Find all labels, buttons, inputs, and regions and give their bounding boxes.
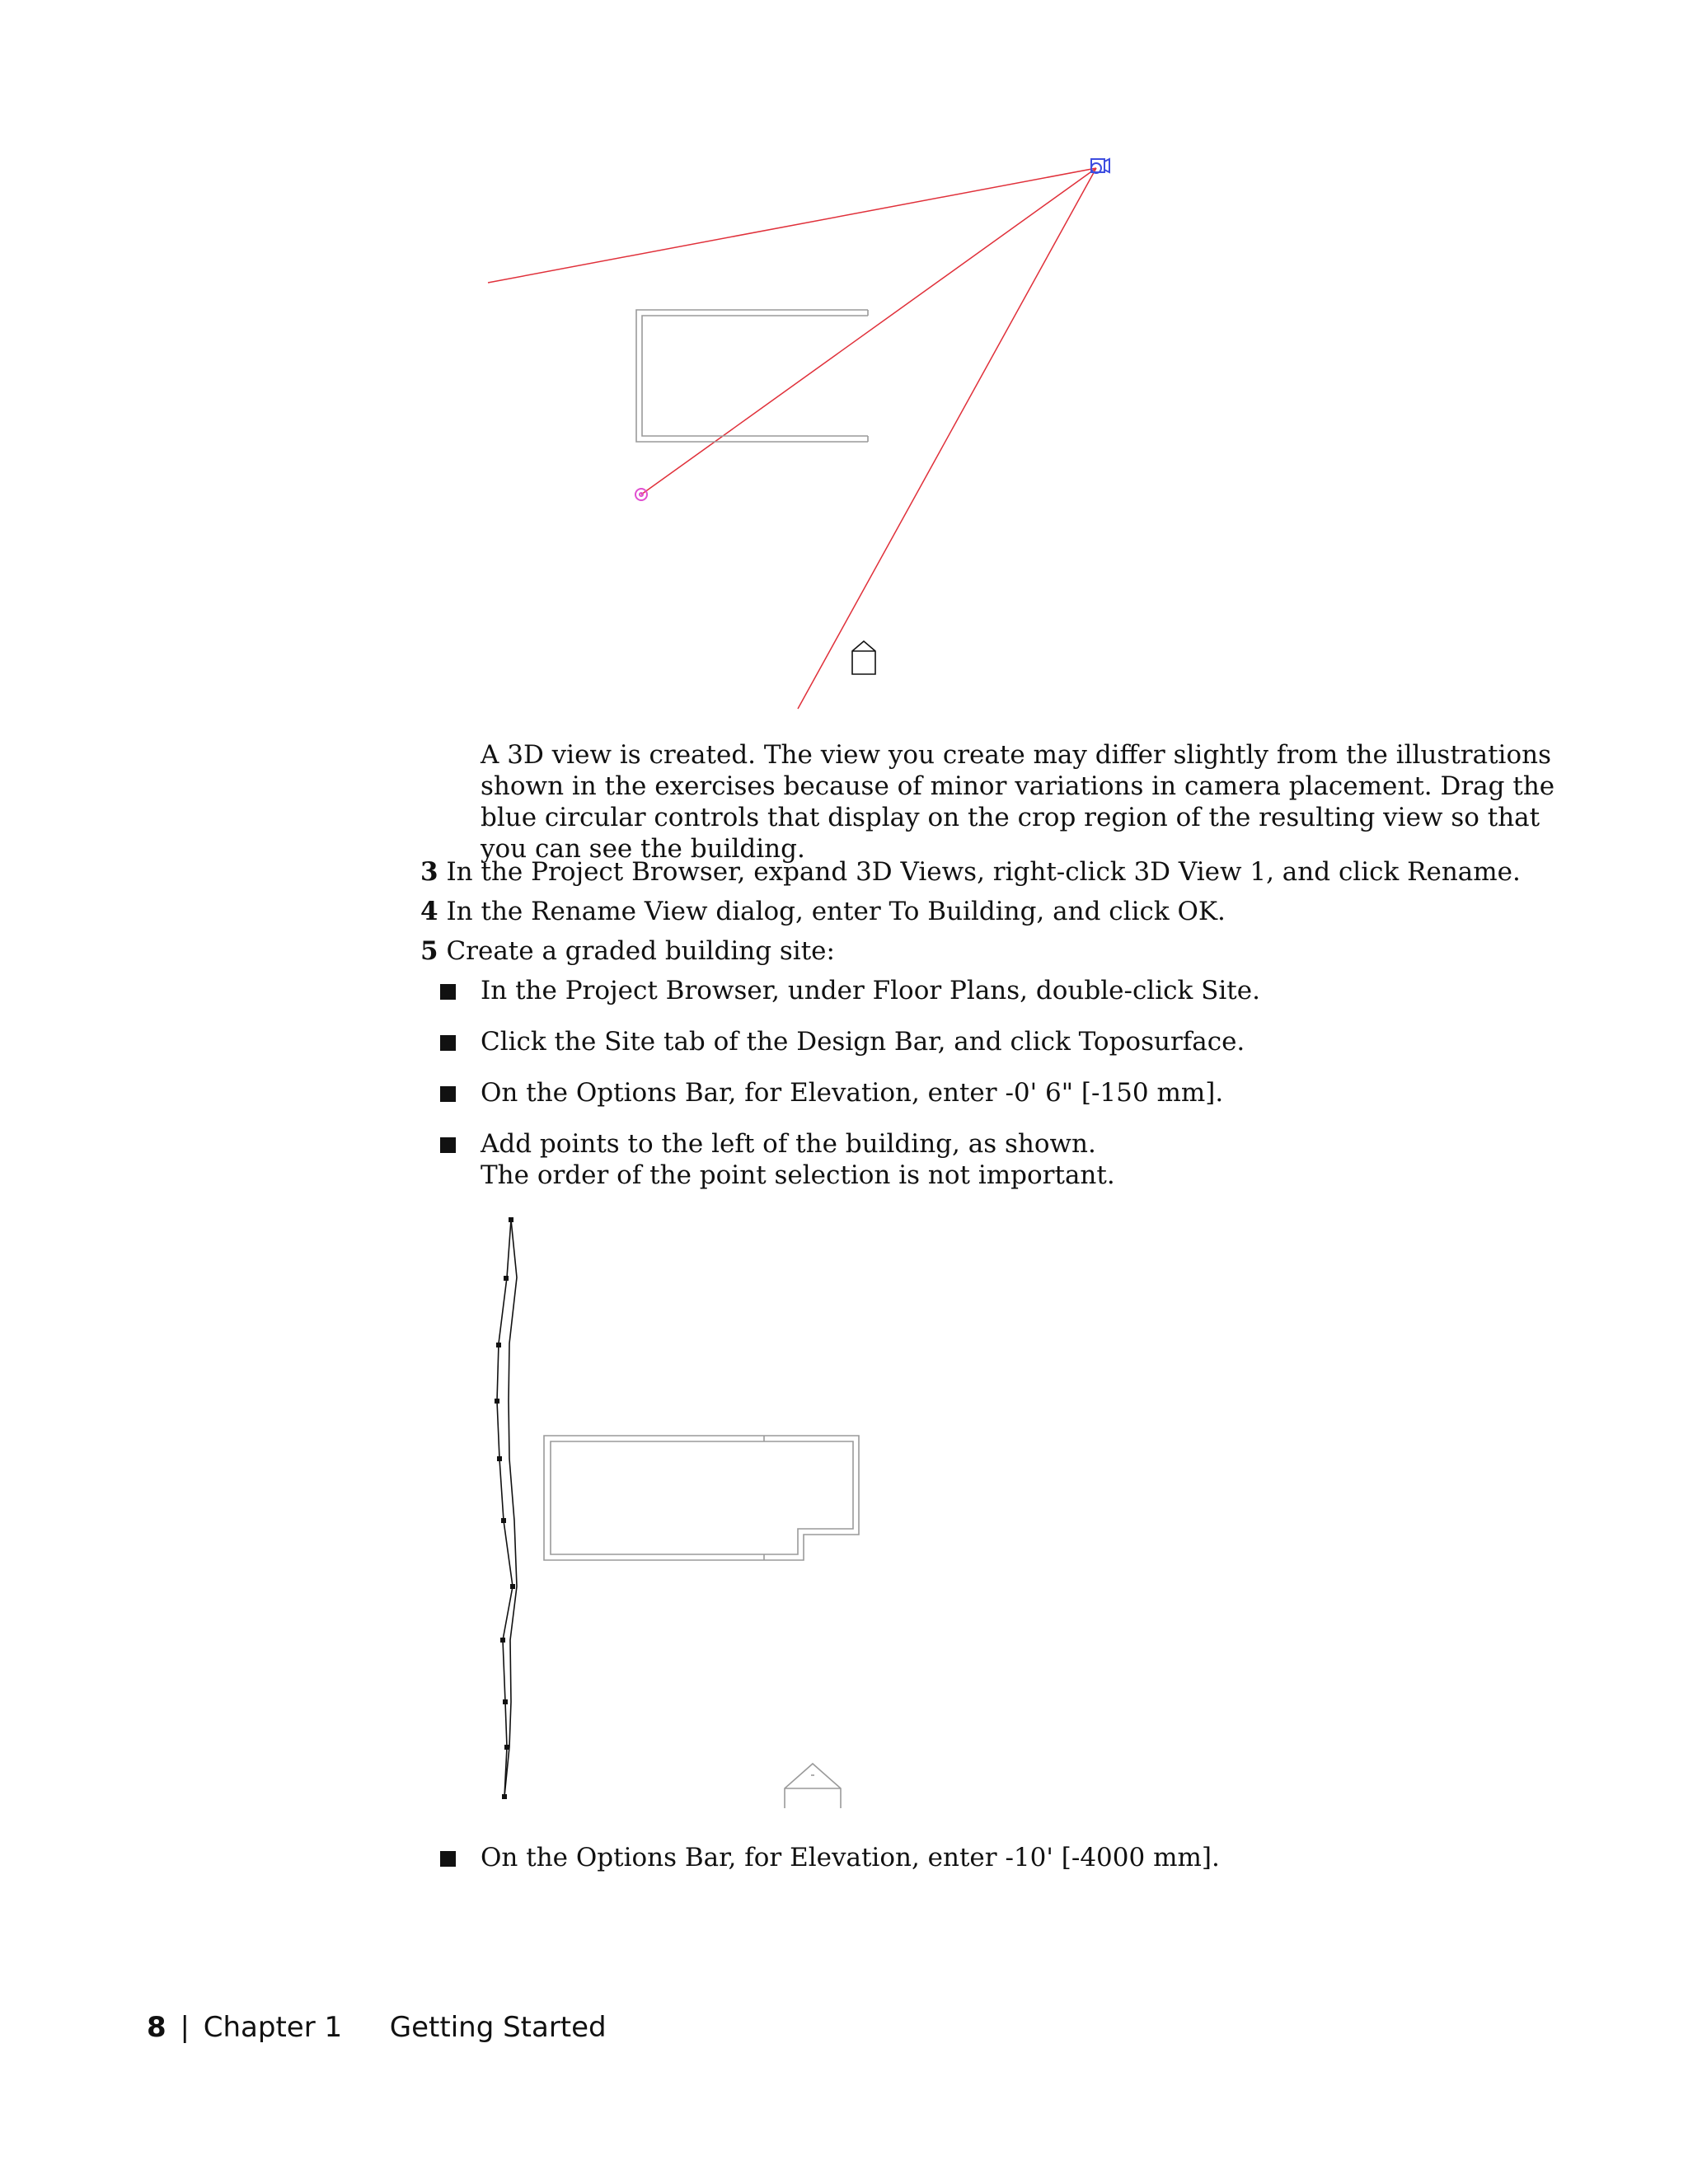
- result-paragraph: A 3D view is created. The view you create may differ slightly from the illustrations shown in the exercises because of minor variations in camera placement. Drag the blue circular controls that display on the crop region of the resulting view so that you can see the building.: [481, 740, 1555, 864]
- building-walls-plan: [544, 1436, 859, 1560]
- chapter-label: Chapter 1: [203, 2011, 343, 2044]
- bullet-text: Click the Site tab of the Design Bar, and click Toposurface.: [481, 1027, 1245, 1057]
- bullet-square-icon: [440, 1851, 456, 1867]
- step-text: In the Project Browser, expand 3D Views, right-click 3D View 1, and click Rename.: [446, 857, 1521, 887]
- bullet-text: In the Project Browser, under Floor Plans, double-click Site.: [481, 976, 1260, 1005]
- bullet-text: On the Options Bar, for Elevation, enter -10' [-4000 mm].: [481, 1843, 1220, 1872]
- page-number: 8: [147, 2011, 166, 2044]
- step-number: 5: [420, 936, 438, 966]
- page-footer: [147, 2009, 607, 2046]
- step-text: In the Rename View dialog, enter To Building, and click OK.: [446, 897, 1226, 926]
- topo-points[interactable]: [495, 1217, 515, 1799]
- footer-separator: |: [180, 2011, 190, 2044]
- bullet-subtext: The order of the point selection is not important.: [481, 1160, 1115, 1190]
- bullet-text: On the Options Bar, for Elevation, enter -0' 6" [-150 mm].: [481, 1078, 1224, 1108]
- chapter-title: Getting Started: [389, 2011, 607, 2044]
- bullet-text: Add points to the left of the building, as shown.: [481, 1129, 1096, 1159]
- step-number: 4: [420, 897, 438, 926]
- topo-boundary: [497, 1220, 517, 1797]
- step-number: 3: [420, 857, 438, 887]
- step-text: Create a graded building site:: [446, 936, 835, 966]
- elevation-marker-icon: [785, 1764, 841, 1808]
